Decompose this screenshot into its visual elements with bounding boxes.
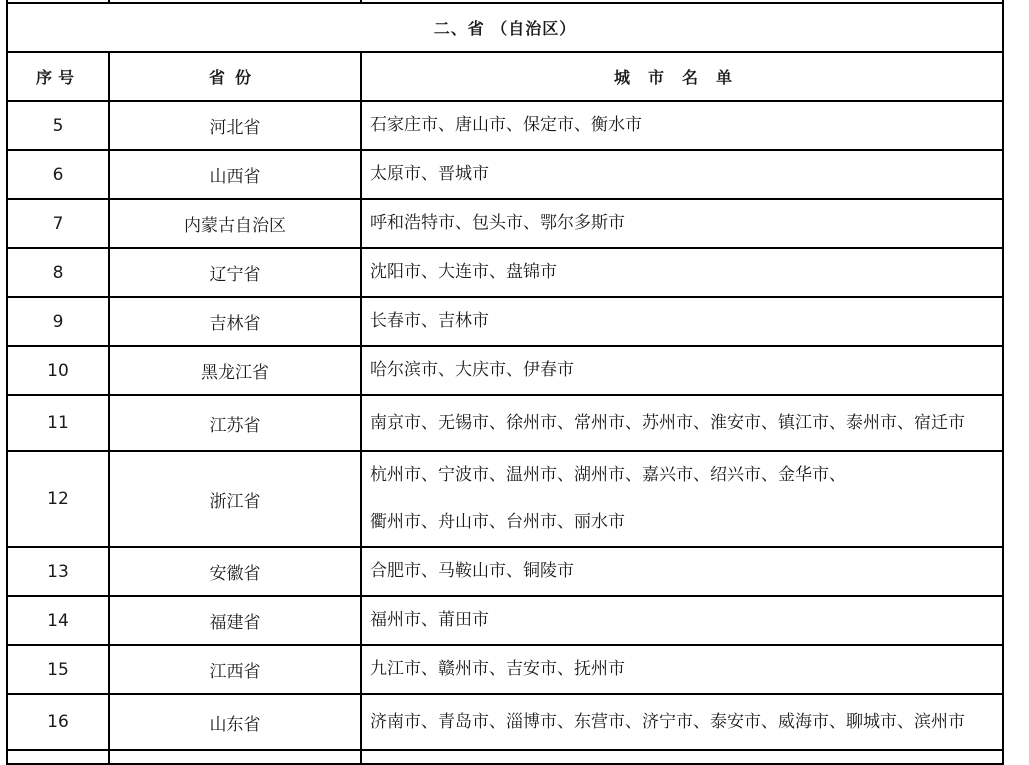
city-line: 呼和浩特市、包头市、鄂尔多斯市: [370, 213, 625, 233]
city-list-table: [6, 0, 1004, 765]
city-line: 合肥市、马鞍山市、铜陵市: [370, 561, 574, 581]
province-name: 江苏省: [109, 395, 361, 451]
province-name: 江西省: [109, 645, 361, 694]
province-name: 山东省: [109, 694, 361, 750]
city-line: 济南市、青岛市、淄博市、东营市、济宁市、泰安市、威海市、聊城市、滨州市: [370, 711, 965, 732]
province-name: 山西省: [109, 150, 361, 199]
province-name: 河北省: [109, 101, 361, 150]
city-line: 杭州市、宁波市、温州市、湖州市、嘉兴市、绍兴市、金华市、: [370, 465, 846, 485]
row-number: 15: [7, 645, 109, 694]
header-province: 省份: [109, 52, 361, 101]
table-row: [7, 694, 1003, 750]
table-row: [7, 645, 1003, 694]
city-list: [361, 297, 1003, 346]
city-line: 沈阳市、大连市、盘锦市: [370, 262, 557, 282]
row-number: 8: [7, 248, 109, 297]
city-list: [361, 199, 1003, 248]
row-number: 9: [7, 297, 109, 346]
row-number: 14: [7, 596, 109, 645]
section-title-row: [7, 3, 1003, 52]
header-cities: 城市名单: [361, 52, 1003, 101]
table-row: [7, 346, 1003, 395]
city-line: 哈尔滨市、大庆市、伊春市: [370, 360, 574, 380]
city-list: [361, 395, 1003, 451]
city-line: 衢州市、舟山市、台州市、丽水市: [370, 512, 625, 532]
city-line: 长春市、吉林市: [370, 311, 489, 331]
city-line: 九江市、赣州市、吉安市、抚州市: [370, 659, 625, 679]
city-list: [361, 451, 1003, 547]
row-number: 10: [7, 346, 109, 395]
row-number: 13: [7, 547, 109, 596]
city-list: [361, 346, 1003, 395]
table-row: [7, 395, 1003, 451]
province-name: 辽宁省: [109, 248, 361, 297]
table-row: [7, 547, 1003, 596]
city-list: [361, 101, 1003, 150]
city-list: [361, 596, 1003, 645]
city-line: 石家庄市、唐山市、保定市、衡水市: [370, 115, 642, 135]
table-row: [7, 451, 1003, 547]
city-line: 南京市、无锡市、徐州市、常州市、苏州市、淮安市、镇江市、泰州市、宿迁市: [370, 412, 965, 433]
province-name: 福建省: [109, 596, 361, 645]
table-row: [7, 199, 1003, 248]
city-line: 太原市、晋城市: [370, 164, 489, 184]
city-list: [361, 694, 1003, 750]
table-row: [7, 248, 1003, 297]
row-number: 7: [7, 199, 109, 248]
city-line: 福州市、莆田市: [370, 610, 489, 630]
table-row: [7, 150, 1003, 199]
city-list: [361, 645, 1003, 694]
table-row: [7, 596, 1003, 645]
row-number: 12: [7, 451, 109, 547]
row-number: 6: [7, 150, 109, 199]
table-row-partial: [7, 750, 1003, 764]
row-number: 11: [7, 395, 109, 451]
table-row: [7, 297, 1003, 346]
province-name: 黑龙江省: [109, 346, 361, 395]
province-name: 浙江省: [109, 451, 361, 547]
row-number: 5: [7, 101, 109, 150]
province-name: 吉林省: [109, 297, 361, 346]
city-list: [361, 547, 1003, 596]
province-name: 安徽省: [109, 547, 361, 596]
city-list: [361, 248, 1003, 297]
city-list: [361, 150, 1003, 199]
section-title: 二、省 （自治区）: [7, 3, 1003, 52]
province-name: 内蒙古自治区: [109, 199, 361, 248]
header-row: [7, 52, 1003, 101]
header-no: 序号: [7, 52, 109, 101]
row-number: 16: [7, 694, 109, 750]
table-row: [7, 101, 1003, 150]
